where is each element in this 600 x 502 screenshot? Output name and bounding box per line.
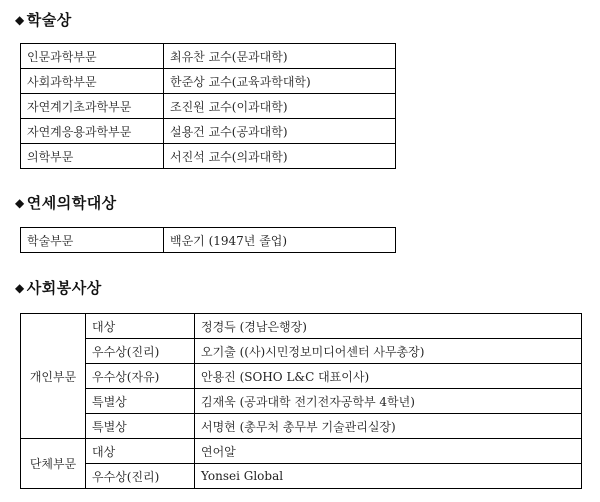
table-row xyxy=(21,69,396,94)
recipient-cell: Yonsei Global xyxy=(195,464,582,489)
table-row xyxy=(21,389,582,414)
recipient-cell: 설용건 교수(공과대학) xyxy=(164,119,396,144)
group-cell-individual: 개인부문 xyxy=(21,314,86,439)
award-cell: 우수상(자유) xyxy=(86,364,195,389)
service-award-table xyxy=(20,313,582,489)
category-cell: 자연계응용과학부문 xyxy=(21,119,164,144)
group-cell-organization: 단체부문 xyxy=(21,439,86,489)
award-cell: 대상 xyxy=(86,314,195,339)
table-row xyxy=(21,339,582,364)
table-row xyxy=(21,414,582,439)
table-row xyxy=(21,439,582,464)
table-row xyxy=(21,119,396,144)
category-cell: 인문과학부문 xyxy=(21,44,164,69)
award-cell: 대상 xyxy=(86,439,195,464)
section-heading-academic: ◆ 학술상 xyxy=(15,11,72,29)
section-heading-medical: ◆ 연세의학대상 xyxy=(15,194,117,212)
recipient-cell: 정경득 (경남은행장) xyxy=(195,314,582,339)
table-row xyxy=(21,464,582,489)
recipient-cell: 연어알 xyxy=(195,439,582,464)
table-row xyxy=(21,144,396,169)
award-cell: 특별상 xyxy=(86,414,195,439)
recipient-cell: 안용진 (SOHO L&C 대표이사) xyxy=(195,364,582,389)
diamond-bullet-icon: ◆ xyxy=(15,281,25,295)
award-cell: 우수상(진리) xyxy=(86,339,195,364)
table-row xyxy=(21,228,396,253)
table-row xyxy=(21,314,582,339)
recipient-cell: 최유찬 교수(문과대학) xyxy=(164,44,396,69)
table-row xyxy=(21,94,396,119)
award-cell: 우수상(진리) xyxy=(86,464,195,489)
recipient-cell: 서명현 (총무처 총무부 기술관리실장) xyxy=(195,414,582,439)
category-cell: 학술부문 xyxy=(21,228,164,253)
table-row xyxy=(21,364,582,389)
section-heading-service: ◆ 사회봉사상 xyxy=(15,279,102,297)
category-cell: 의학부문 xyxy=(21,144,164,169)
award-cell: 특별상 xyxy=(86,389,195,414)
academic-award-table xyxy=(20,43,396,169)
table-row xyxy=(21,44,396,69)
recipient-cell: 백운기 (1947년 졸업) xyxy=(164,228,396,253)
category-cell: 사회과학부문 xyxy=(21,69,164,94)
category-cell: 자연계기초과학부문 xyxy=(21,94,164,119)
recipient-cell: 서진석 교수(의과대학) xyxy=(164,144,396,169)
recipient-cell: 조진원 교수(이과대학) xyxy=(164,94,396,119)
medical-award-table xyxy=(20,227,396,253)
recipient-cell: 김재욱 (공과대학 전기전자공학부 4학년) xyxy=(195,389,582,414)
diamond-bullet-icon: ◆ xyxy=(15,196,25,210)
recipient-cell: 한준상 교수(교육과학대학) xyxy=(164,69,396,94)
recipient-cell: 오기출 ((사)시민정보미디어센터 사무총장) xyxy=(195,339,582,364)
diamond-bullet-icon: ◆ xyxy=(15,13,25,27)
